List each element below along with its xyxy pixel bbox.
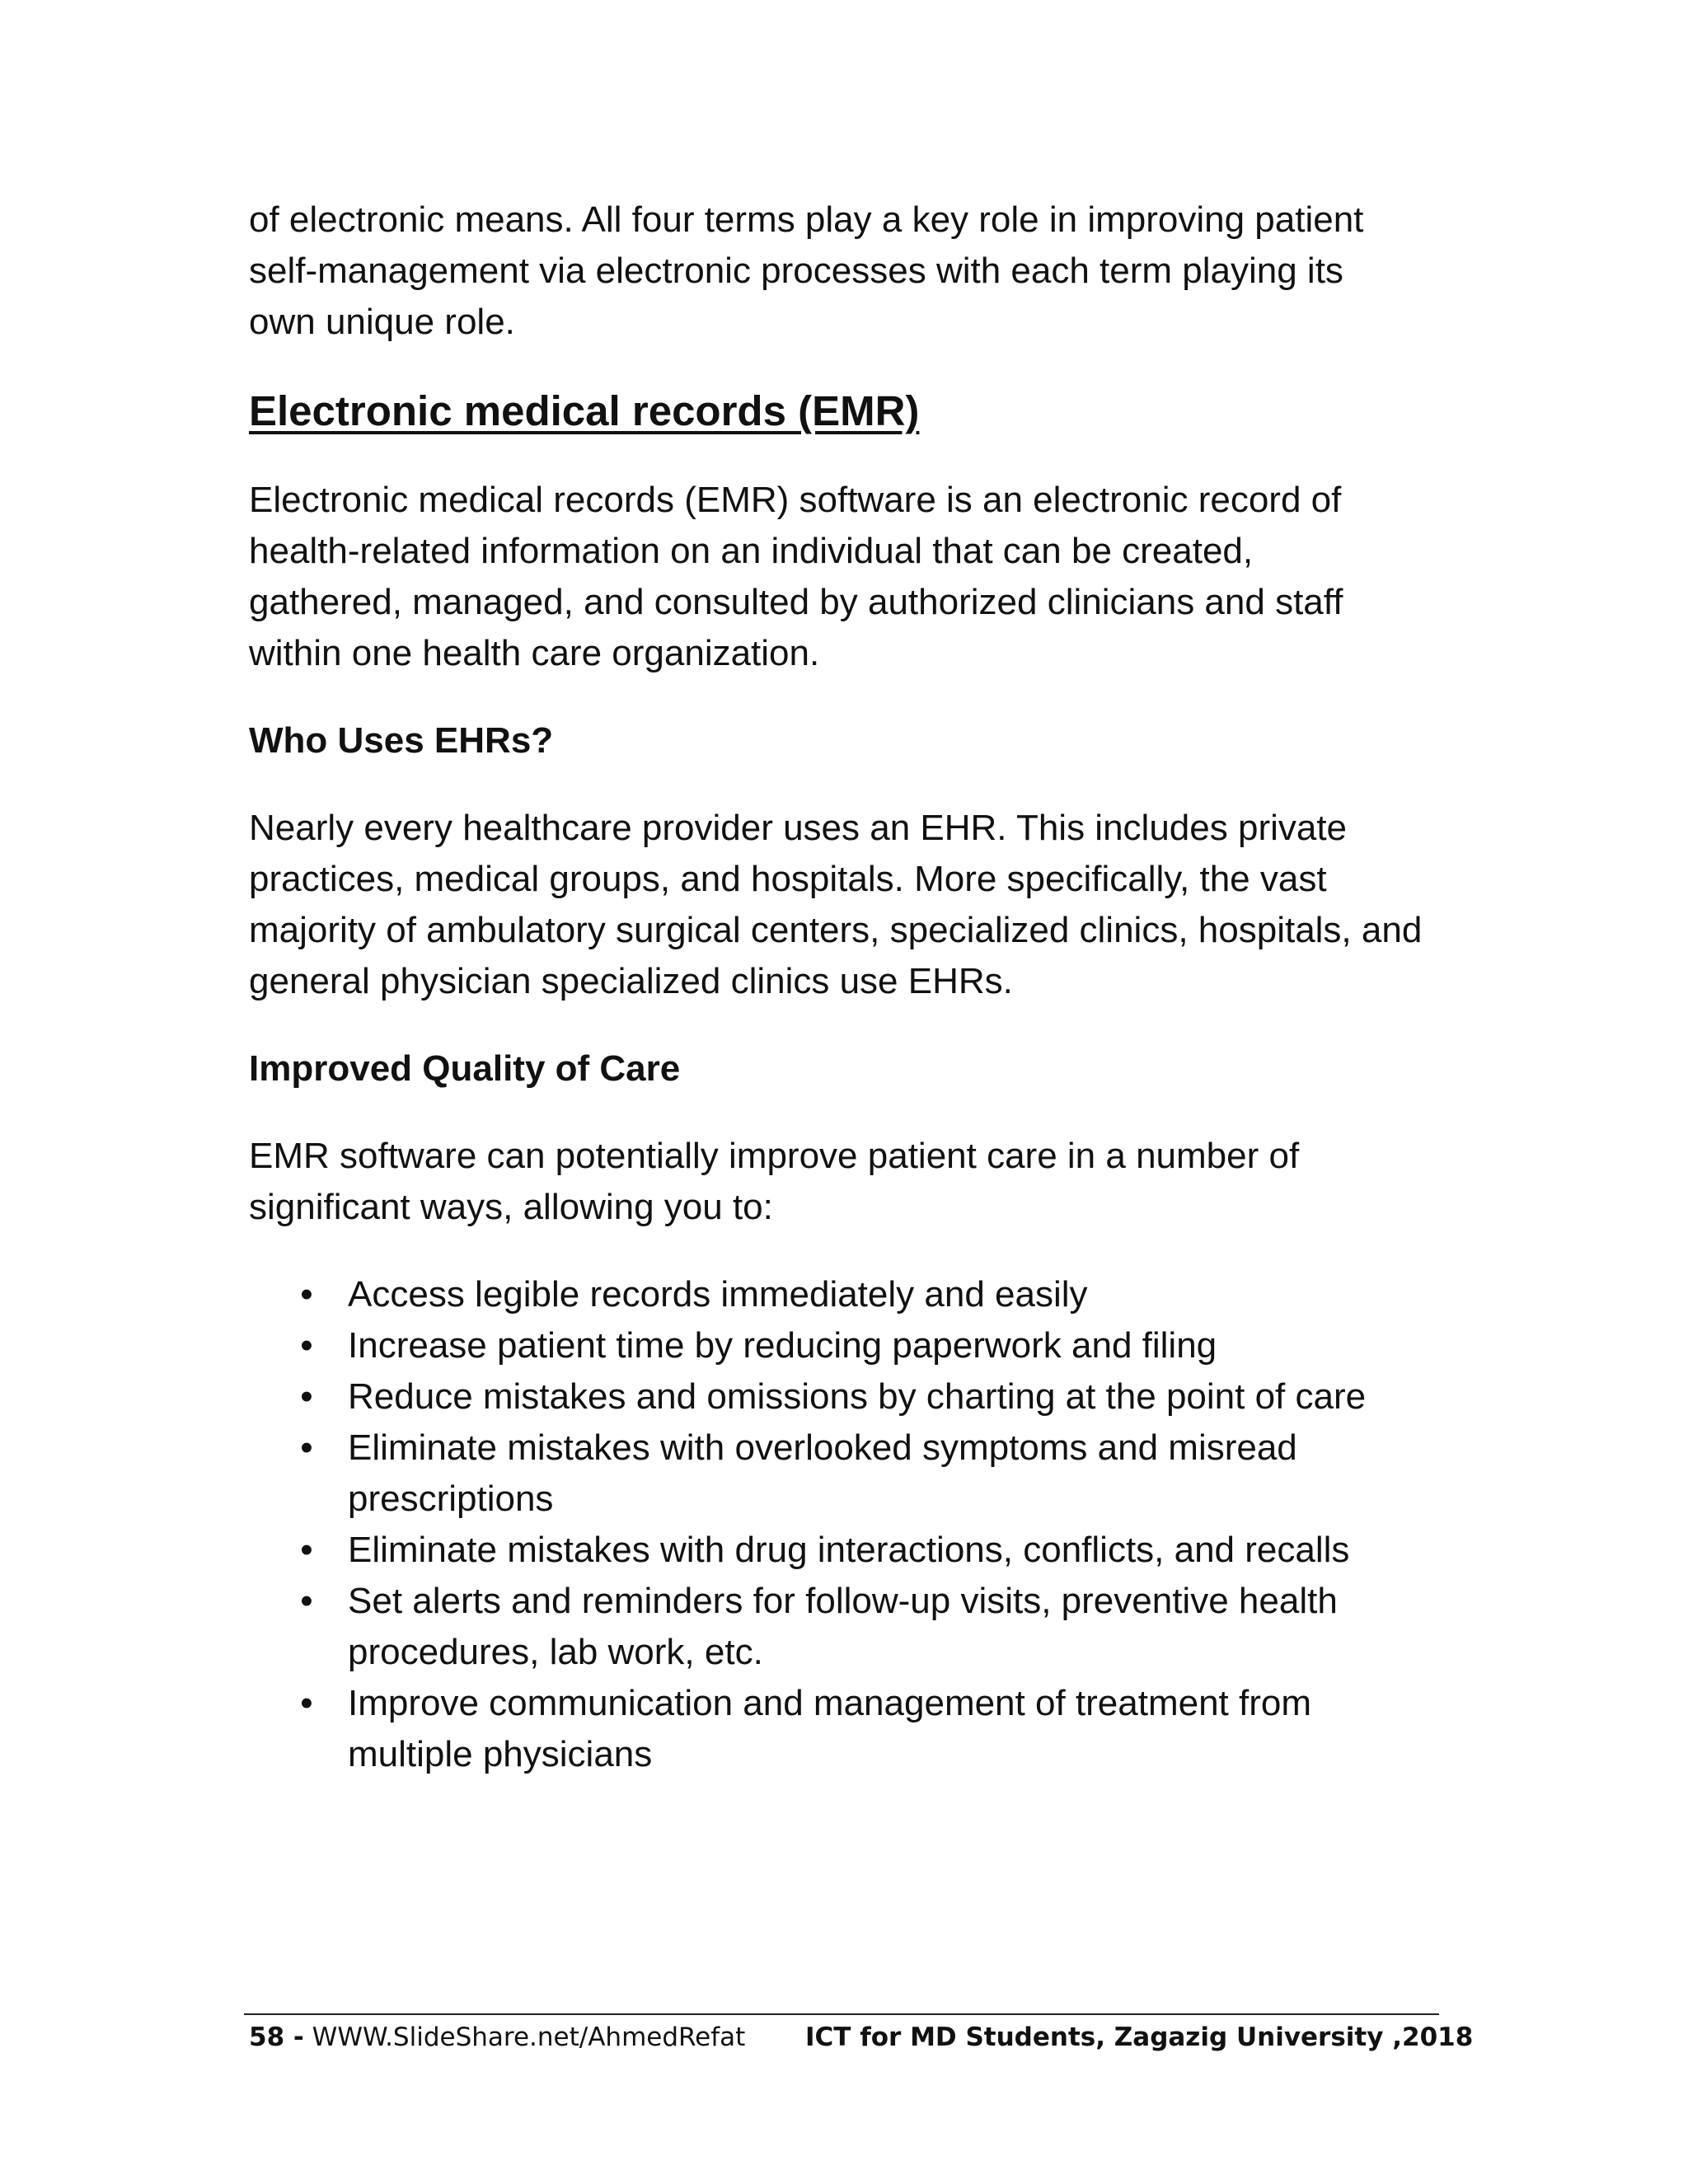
- list-item: [249, 1371, 1436, 1422]
- page-footer: [249, 2019, 1474, 2055]
- list-item: [249, 1525, 1436, 1576]
- who-uses-heading: Who Uses EHRs?: [249, 720, 554, 761]
- list-item-text: Eliminate mistakes with overlooked symptoms and misread prescriptions: [348, 1427, 1297, 1519]
- page-content: [249, 194, 1436, 1780]
- bullet-icon: •: [300, 1427, 313, 1468]
- list-item-text: Improve communication and management of treatment from multiple physicians: [348, 1683, 1311, 1774]
- list-item: [249, 1576, 1436, 1678]
- list-item-text: Increase patient time by reducing paperwork and filing: [348, 1325, 1217, 1366]
- emr-paragraph: Electronic medical records (EMR) software is an electronic record of health-related information on an individual that can be created, gathered, managed, and consulted by authorized clinicians and staff within one health care organization.: [249, 480, 1343, 673]
- intro-paragraph: of electronic means. All four terms play a key role in improving patient self-management via electronic processes with each term playing its own unique role.: [249, 199, 1364, 342]
- emr-heading: Electronic medical records (EMR): [249, 387, 920, 434]
- bullet-icon: •: [300, 1376, 313, 1417]
- quality-paragraph: EMR software can potentially improve patient care in a number of significant ways, allowing you to:: [249, 1136, 1300, 1227]
- bullet-icon: •: [300, 1325, 313, 1366]
- list-item: [249, 1678, 1436, 1780]
- quality-heading: Improved Quality of Care: [249, 1048, 681, 1089]
- footer-divider: [244, 2013, 1439, 2015]
- bullet-icon: •: [300, 1530, 313, 1570]
- list-item: [249, 1422, 1436, 1525]
- list-item: [249, 1320, 1436, 1371]
- who-uses-paragraph: Nearly every healthcare provider uses an EHR. This includes private practices, medical groups, and hospitals. More specifically, the vast majority of ambulatory surgical centers, specialized clinics, hospitals, and general physician specialized clinics use EHRs.: [249, 808, 1423, 1001]
- bullet-icon: •: [300, 1683, 313, 1723]
- list-item-text: Access legible records immediately and easily: [348, 1274, 1088, 1315]
- list-item-text: Eliminate mistakes with drug interactions, conflicts, and recalls: [348, 1530, 1350, 1570]
- footer-website: WWW.SlideShare.net/AhmedRefat: [312, 2022, 746, 2052]
- page-number: 58 -: [249, 2022, 304, 2052]
- bullet-icon: •: [300, 1274, 313, 1315]
- footer-course-title: ICT for MD Students, Zagazig University ,2018: [805, 2022, 1474, 2052]
- quality-bullet-list: [249, 1269, 1436, 1780]
- list-item-text: Reduce mistakes and omissions by charting at the point of care: [348, 1376, 1367, 1417]
- list-item-text: Set alerts and reminders for follow-up visits, preventive health procedures, lab work, etc.: [348, 1581, 1338, 1672]
- bullet-icon: •: [300, 1581, 313, 1621]
- list-item: [249, 1269, 1436, 1320]
